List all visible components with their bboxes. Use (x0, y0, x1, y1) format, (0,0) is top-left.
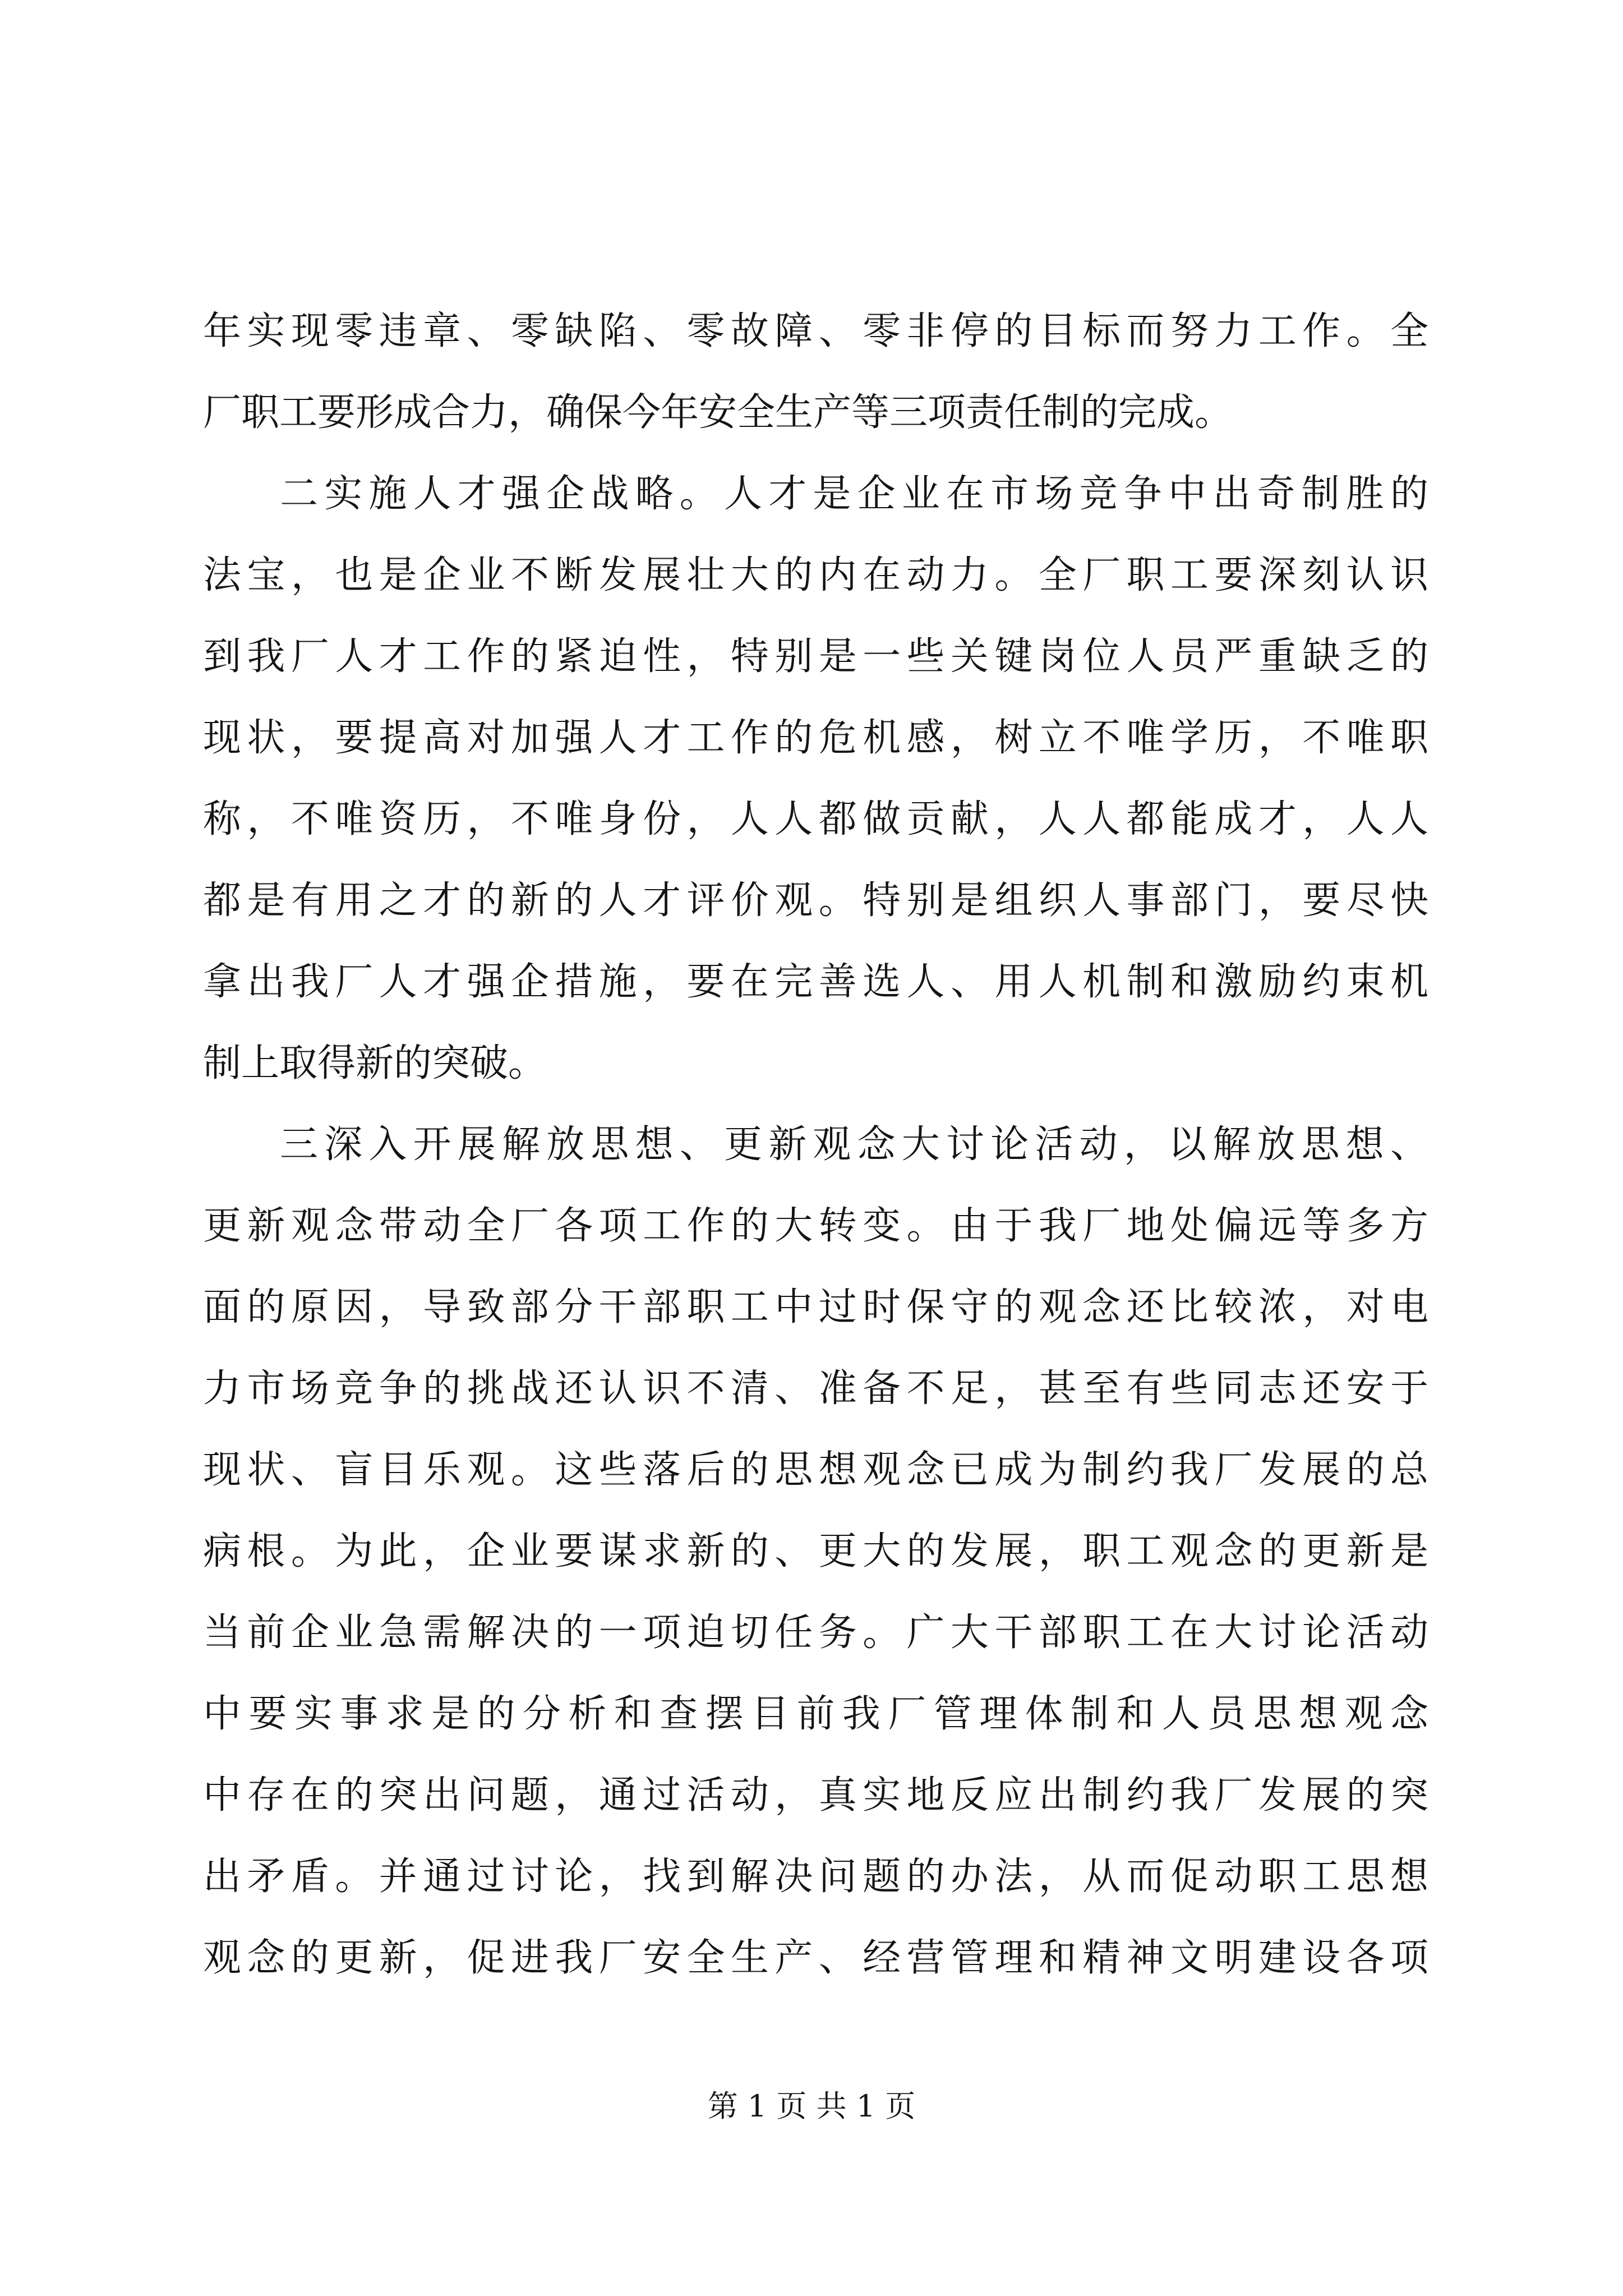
text-line: 当前企业急需解决的一项迫切任务。广大干部职工在大讨论活动 (203, 1611, 1428, 1655)
document-body (203, 291, 1428, 1999)
paragraph-first-line: 三深入开展解放思想、更新观念大讨论活动，以解放思想、 (280, 1122, 1428, 1167)
text-line: 中要实事求是的分析和查摆目前我厂管理体制和人员思想观念 (203, 1692, 1428, 1736)
paragraph-first-line: 二实施人才强企战略。人才是企业在市场竞争中出奇制胜的 (280, 472, 1428, 516)
text-line: 面的原因，导致部分干部职工中过时保守的观念还比较浓，对电 (203, 1285, 1428, 1329)
text-line: 拿出我厂人才强企措施，要在完善选人、用人机制和激励约束机 (203, 960, 1428, 1004)
text-line: 法宝，也是企业不断发展壮大的内在动力。全厂职工要深刻认识 (203, 553, 1428, 597)
text-line: 病根。为此，企业要谋求新的、更大的发展，职工观念的更新是 (203, 1529, 1428, 1573)
text-line: 都是有用之才的新的人才评价观。特别是组织人事部门，要尽快 (203, 878, 1428, 923)
text-line: 出矛盾。并通过讨论，找到解决问题的办法，从而促动职工思想 (203, 1855, 1428, 1899)
text-line: 年实现零违章、零缺陷、零故障、零非停的目标而努力工作。全 (203, 309, 1428, 353)
text-line: 称，不唯资历，不唯身份，人人都做贡献，人人都能成才，人人 (203, 797, 1428, 841)
page-number-footer: 第 1 页 共 1 页 (707, 2088, 916, 2124)
text-line: 观念的更新，促进我厂安全生产、经营管理和精神文明建设各项 (203, 1936, 1428, 1980)
text-line: 中存在的突出问题，通过活动，真实地反应出制约我厂发展的突 (203, 1773, 1428, 1818)
text-line: 厂职工要形成合力，确保今年安全生产等三项责任制的完成。 (203, 390, 1233, 435)
text-line: 到我厂人才工作的紧迫性，特别是一些关键岗位人员严重缺乏的 (203, 634, 1428, 679)
text-line: 制上取得新的突破。 (203, 1041, 547, 1085)
text-line: 力市场竞争的挑战还认识不清、准备不足，甚至有些同志还安于 (203, 1366, 1428, 1411)
text-line: 现状、盲目乐观。这些落后的思想观念已成为制约我厂发展的总 (203, 1448, 1428, 1492)
text-line: 更新观念带动全厂各项工作的大转变。由于我厂地处偏远等多方 (203, 1204, 1428, 1248)
text-line: 现状，要提高对加强人才工作的危机感，树立不唯学历，不唯职 (203, 716, 1428, 760)
